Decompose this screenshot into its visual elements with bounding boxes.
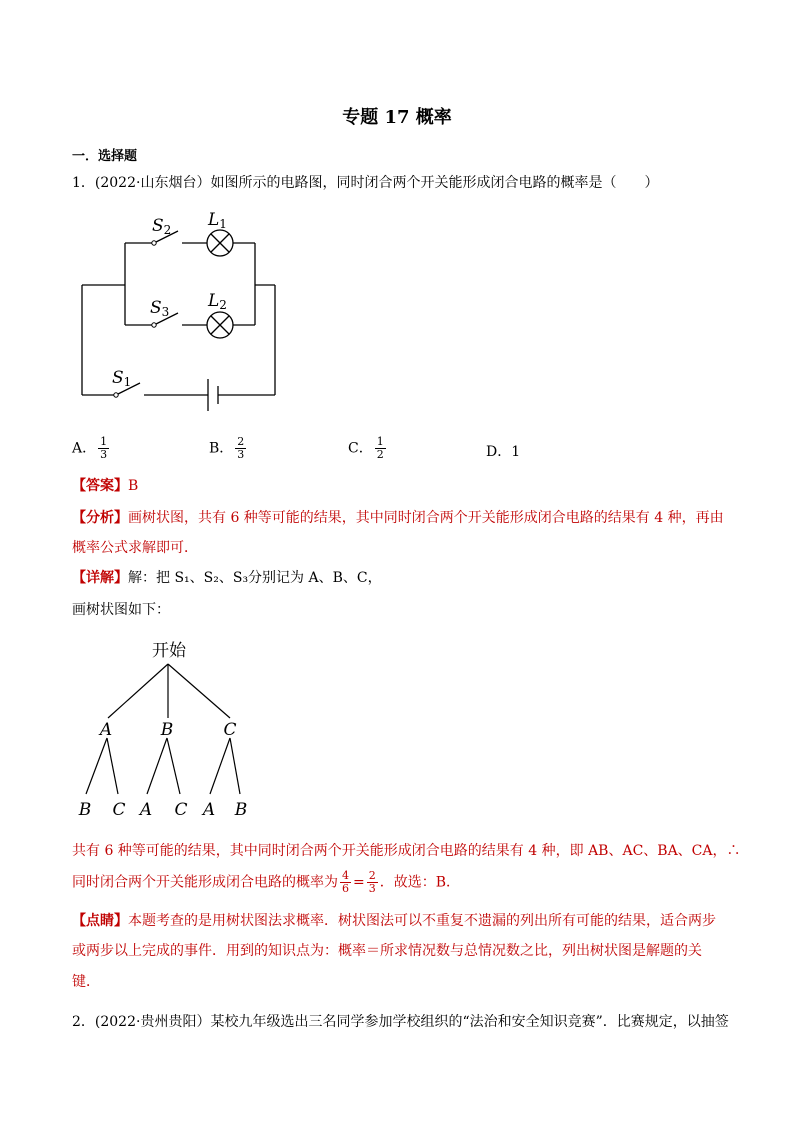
option-d: D．1 xyxy=(486,444,521,460)
detail-line-1: 【详解】解：把 S₁、S₂、S₃分别记为 A、B、C， xyxy=(72,570,382,586)
tree-leaf: B xyxy=(78,800,92,820)
label-s3: S3 xyxy=(150,298,170,319)
result-line-1: 共有 6 种等可能的结果，其中同时闭合两个开关能形成闭合电路的结果有 4 种，即 AB、AC、BA、CA，∴ xyxy=(72,843,741,859)
option-b: B． $\frac{2}{3}$ xyxy=(209,435,245,461)
question-2-stem: 2．(2022·贵州贵阳）某校九年级选出三名同学参加学校组织的“法治和安全知识竞赛”．比赛规定，以抽签 xyxy=(72,1014,729,1030)
switch-s3-contact xyxy=(152,323,156,327)
analysis-line-2: 概率公式求解即可． xyxy=(72,540,198,556)
tree-leaf: C xyxy=(174,800,188,820)
circuit-diagram xyxy=(70,205,290,415)
answer-line: 【答案】B xyxy=(72,478,139,494)
tree-leaf: A xyxy=(139,800,153,820)
tree-node-a: A xyxy=(99,720,113,740)
tree-diagram xyxy=(70,636,270,826)
label-s2: S2 xyxy=(152,216,172,237)
question-1-stem: 1．(2022·山东烟台）如图所示的电路图，同时闭合两个开关能形成闭合电路的概率是（ ） xyxy=(72,175,659,191)
option-c: C． $\frac{1}{2}$ xyxy=(348,435,384,461)
comment-line-3: 键． xyxy=(72,974,100,990)
page-title: 专题 17 概率 xyxy=(342,107,452,128)
option-a: A． $\frac{1}{3}$ xyxy=(72,435,108,461)
comment-line-1: 【点睛】本题考查的是用树状图法求概率．树状图法可以不重复不遗漏的列出所有可能的结果，适合两步 xyxy=(72,913,716,929)
tree-leaf: A xyxy=(202,800,216,820)
switch-s2-contact xyxy=(152,241,156,245)
label-s1: S1 xyxy=(112,368,132,389)
section-heading: 一．选择题 xyxy=(72,149,138,164)
comment-line-2: 或两步以上完成的事件．用到的知识点为：概率＝所求情况数与总情况数之比，列出树状图是解题的关 xyxy=(72,943,702,959)
result-line-2: 同时闭合两个开关能形成闭合电路的概率为 $\frac{4}{6}$ = $\frac{2}{3}$ ．故选：B． xyxy=(72,869,461,895)
tree-root: 开始 xyxy=(152,641,186,661)
label-l1: L1 xyxy=(208,210,227,231)
label-l2: L2 xyxy=(208,291,227,312)
tree-leaf: B xyxy=(234,800,248,820)
analysis-line-1: 【分析】画树状图，共有 6 种等可能的结果，其中同时闭合两个开关能形成闭合电路的结果有 4 种，再由 xyxy=(72,510,724,526)
detail-line-2: 画树状图如下： xyxy=(72,602,170,618)
tree-leaf: C xyxy=(112,800,126,820)
tree-node-b: B xyxy=(160,720,174,740)
tree-node-c: C xyxy=(223,720,237,740)
switch-s1-contact xyxy=(114,393,118,397)
